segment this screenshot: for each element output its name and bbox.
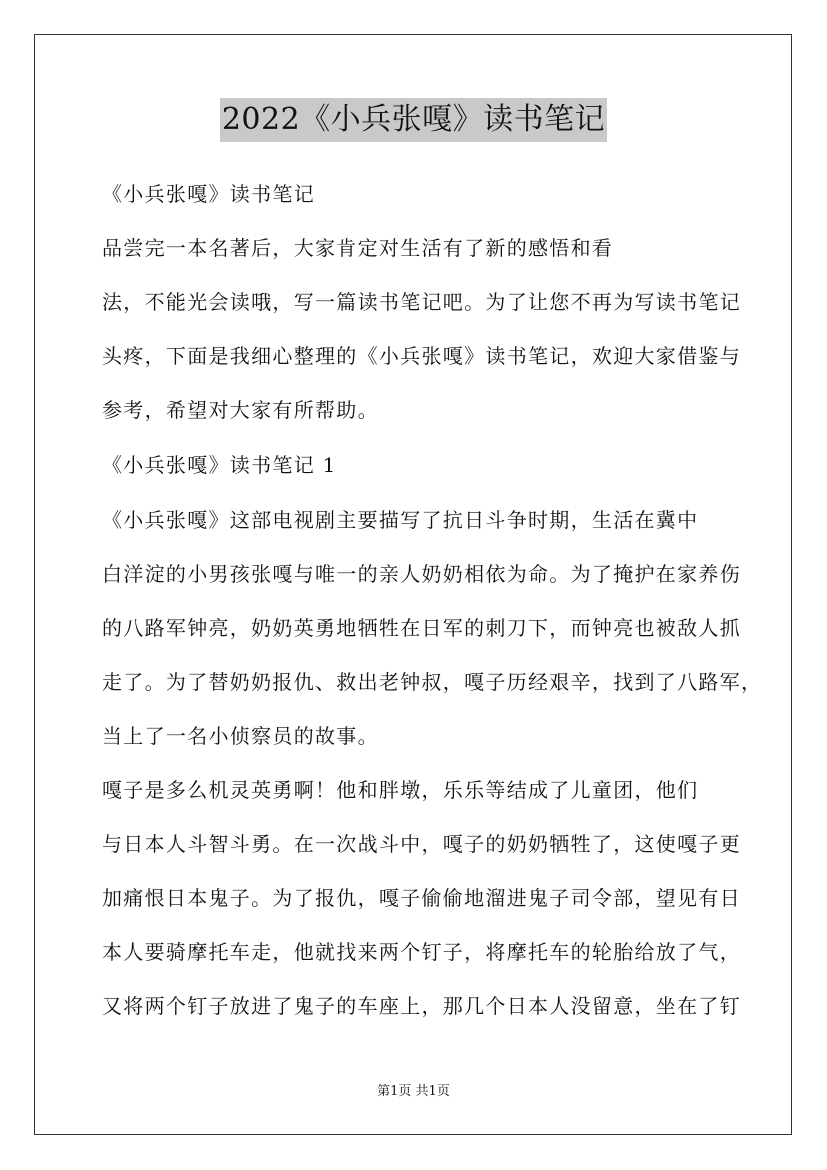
text-line: 与日本人斗智斗勇。在一次战斗中，嘎子的奶奶牺牲了，这使嘎子更: [102, 832, 741, 856]
text-line: 嘎子是多么机灵英勇啊！他和胖墩，乐乐等结成了儿童团，他们: [102, 778, 699, 802]
page-footer: 第1页 共1页: [377, 1084, 450, 1099]
title-container: [0, 98, 827, 142]
text-line: 参考，希望对大家有所帮助。: [102, 398, 379, 422]
text-line: 法，不能光会读哦，写一篇读书笔记吧。为了让您不再为写读书笔记: [102, 290, 741, 314]
text-line: 《小兵张嘎》读书笔记: [102, 182, 315, 206]
text-line: 《小兵张嘎》读书笔记 1: [102, 453, 337, 477]
text-line: 加痛恨日本鬼子。为了报仇，嘎子偷偷地溜进鬼子司令部，望见有日: [102, 886, 741, 910]
text-line: 的八路军钟亮，奶奶英勇地牺牲在日军的刺刀下，而钟亮也被敌人抓: [102, 616, 741, 640]
text-line: 走了。为了替奶奶报仇、救出老钟叔，嘎子历经艰辛，找到了八路军，: [102, 670, 763, 694]
text-line: 白洋淀的小男孩张嘎与唯一的亲人奶奶相依为命。为了掩护在家养伤: [102, 562, 741, 586]
text-line: 《小兵张嘎》这部电视剧主要描写了抗日斗争时期，生活在冀中: [102, 508, 699, 532]
text-line: 品尝完一本名著后，大家肯定对生活有了新的感悟和看: [102, 236, 614, 260]
text-line: 本人要骑摩托车走，他就找来两个钉子，将摩托车的轮胎给放了气，: [102, 940, 741, 964]
document-title: 2022《小兵张嘎》读书笔记: [220, 98, 607, 142]
text-line: 头疼，下面是我细心整理的《小兵张嘎》读书笔记，欢迎大家借鉴与: [102, 344, 741, 368]
text-line: 当上了一名小侦察员的故事。: [102, 724, 379, 748]
text-line: 又将两个钉子放进了鬼子的车座上，那几个日本人没留意，坐在了钉: [102, 994, 741, 1018]
